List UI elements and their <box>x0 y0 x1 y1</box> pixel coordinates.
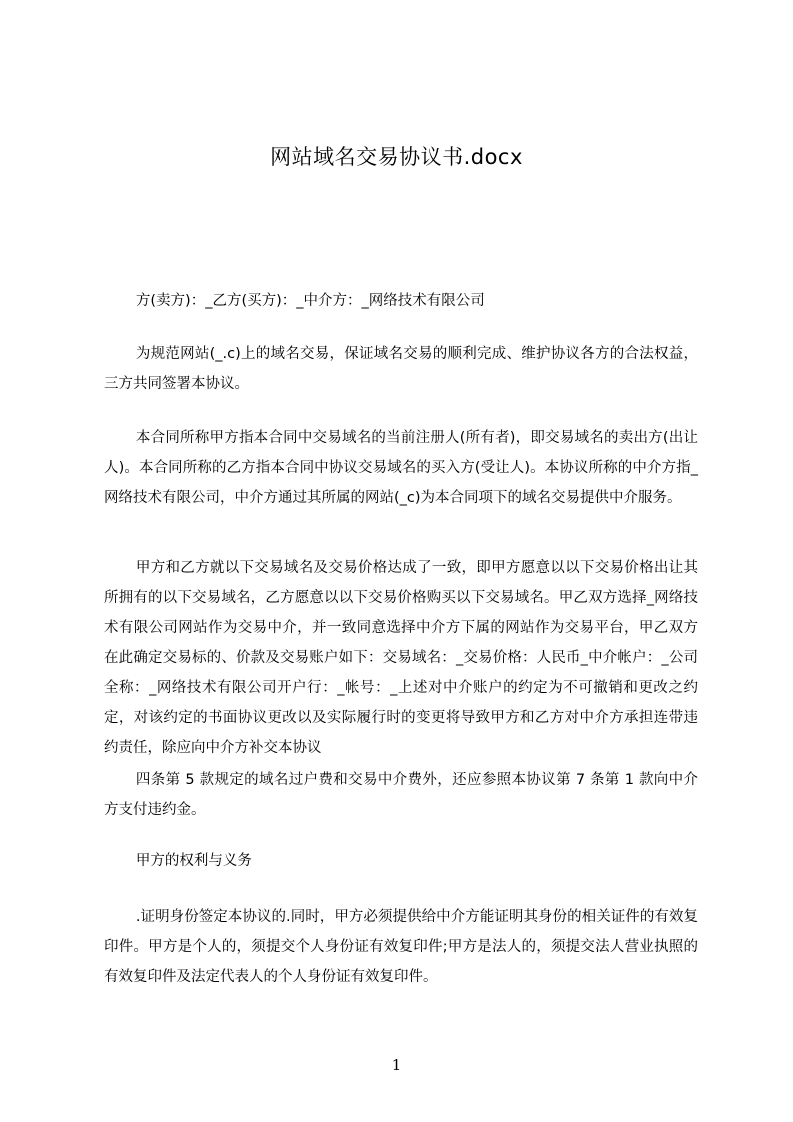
paragraph-identity-proof: .证明身份签定本协议的.同时，甲方必须提供给中介方能证明其身份的相关证件的有效复印件。甲方是个人的，须提交个人身份证有效复印件;甲方是法人的，须提交法人营业执照的有效复印件及法定代表人的个人身份证有效复印件。 <box>104 909 698 985</box>
section-heading-party-a-rights: 甲方的权利与义务 <box>135 853 252 869</box>
paragraph-purpose: 为规范网站(_.c)上的域名交易，保证域名交易的顺利完成、维护协议各方的合法权益，三方共同签署本协议。 <box>104 346 698 392</box>
page-number: 1 <box>391 1056 402 1074</box>
paragraph-penalty: 四条第 5 款规定的域名过户费和交易中介费外，还应参照本协议第 7 条第 1 款向中介方支付违约金。 <box>104 772 698 818</box>
document-title: 网站域名交易协议书.docx <box>270 145 523 169</box>
paragraph-parties: 方(卖方)：_乙方(买方)：_中介方：_网络技术有限公司 <box>135 293 485 309</box>
paragraph-transaction-terms: 甲方和乙方就以下交易域名及交易价格达成了一致，即甲方愿意以以下交易价格出让其所拥有的以下交易域名，乙方愿意以以下交易价格购买以下交易域名。甲乙双方选择_网络技术有限公司网站作为交易中介，并一致同意选择中介方下属的网站作为交易平台，甲乙双方在此确定交易标的、价款及交易账户如下：交易域名：_交易价格：人民币_中介帐户：_公司全称：_网络技术有限公司开户行：_帐号：_上述对中介账户的约定为不可撤销和更改之约定，对该约定的书面协议更改以及实际履行时的变更将导致甲方和乙方对中介方承担连带违约责任，除应向中介方补交本协议 <box>104 560 698 756</box>
paragraph-definitions: 本合同所称甲方指本合同中交易域名的当前注册人(所有者)，即交易域名的卖出方(出让人)。本合同所称的乙方指本合同中协议交易域名的买入方(受让人)。本协议所称的中介方指_网络技术有限公司，中介方通过其所属的网站(_c)为本合同项下的域名交易提供中介服务。 <box>104 430 698 506</box>
